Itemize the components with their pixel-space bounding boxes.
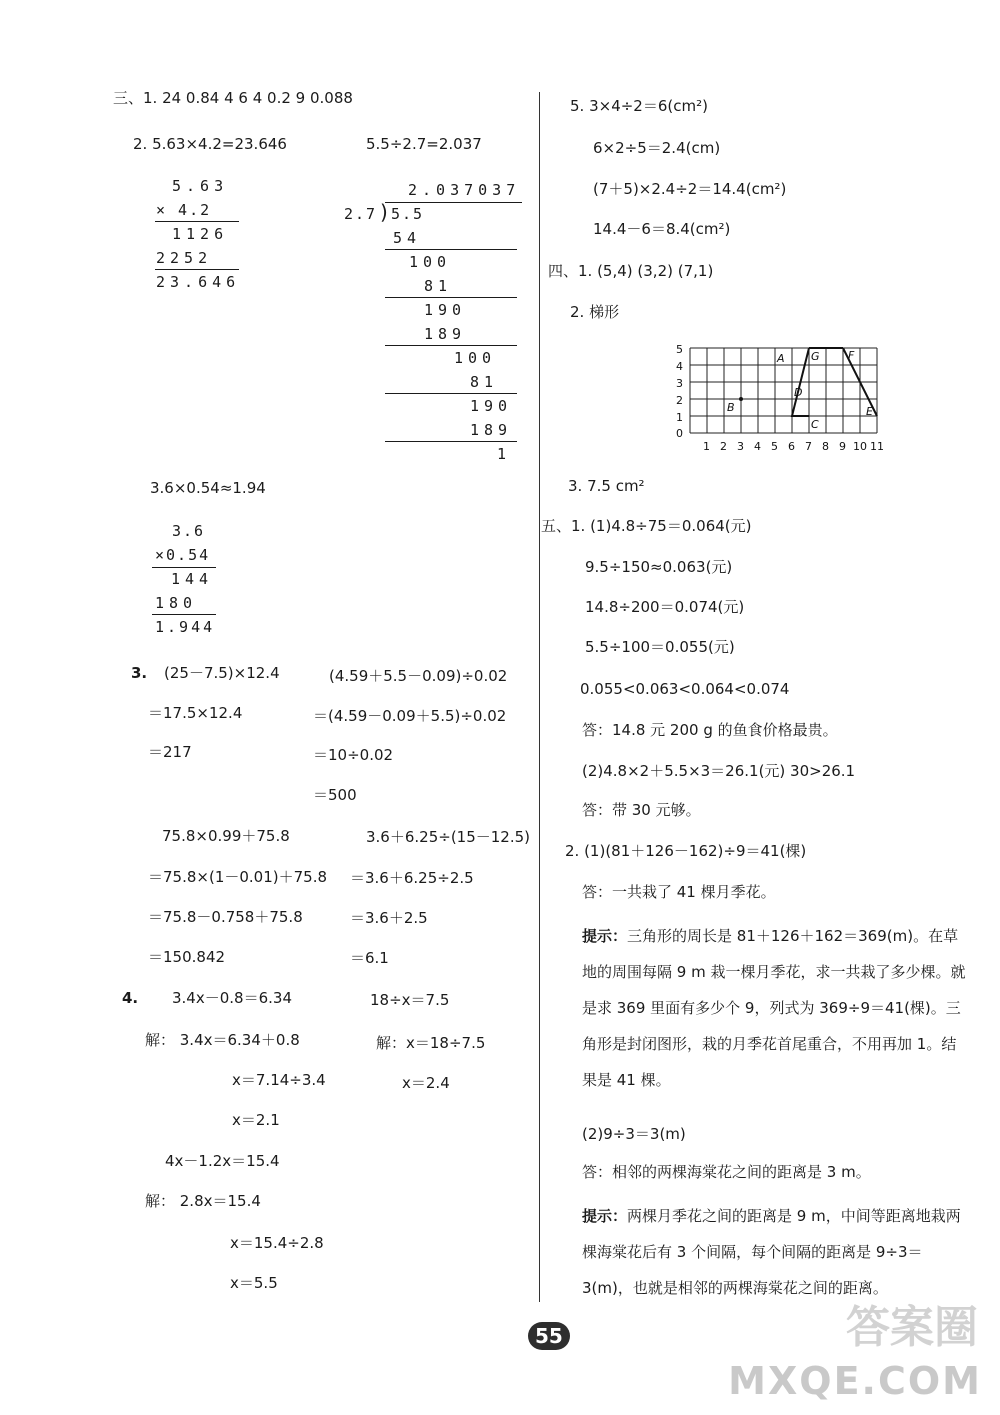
div-bracket: ) [380, 200, 388, 224]
q3-c2: ＝75.8×(1－0.01)＋75.8 [148, 868, 328, 886]
x-tick-11: 11 [870, 440, 884, 453]
point-label-F: F [848, 349, 855, 362]
q3-c3: ＝75.8－0.758＋75.8 [148, 908, 303, 926]
hint-1 [582, 918, 970, 1098]
q2-equation-2: 5.5÷2.7=2.037 [366, 135, 482, 153]
q4-c4: x＝5.5 [230, 1274, 278, 1292]
q2-equation-1: 2. 5.63×4.2=23.646 [133, 135, 287, 153]
s5-line-8: 答：带 30 元够。 [582, 801, 701, 819]
y-tick-2: 2 [676, 394, 683, 407]
coordinate-grid [672, 340, 887, 459]
s5-line-9: 2. (1)(81＋126－162)÷9＝41(棵) [565, 842, 807, 860]
watermark-url: MXQE.COM [728, 1359, 982, 1403]
div-rule-5 [385, 441, 517, 442]
q4-b3: x＝2.4 [402, 1074, 450, 1092]
x-tick-3: 3 [737, 440, 744, 453]
x-tick-1: 1 [703, 440, 710, 453]
y-tick-1: 1 [676, 411, 683, 424]
q4-a2: 解： 3.4x＝6.34＋0.8 [145, 1031, 300, 1049]
point-label-G: G [811, 350, 820, 363]
s5-line-5: 0.055<0.063<0.064<0.074 [580, 680, 790, 698]
hint-2 [582, 1198, 970, 1306]
q5-line-1: 5. 3×4÷2＝6(cm²) [570, 97, 708, 115]
div-divisor: 2.7 [344, 205, 378, 223]
page-number: 55 [528, 1322, 570, 1350]
q4-label: 4. [122, 989, 139, 1007]
x-tick-5: 5 [771, 440, 778, 453]
div-rule-4 [385, 393, 517, 394]
q3-d2: ＝3.6＋6.25÷2.5 [350, 869, 474, 887]
point-label-B: B [727, 401, 735, 414]
x-tick-10: 10 [853, 440, 867, 453]
point-label-C: C [811, 418, 819, 431]
q4-a1: 3.4x－0.8＝6.34 [172, 989, 292, 1007]
q4-c2: 解： 2.8x＝15.4 [145, 1192, 261, 1210]
x-tick-2: 2 [720, 440, 727, 453]
div-rule-3 [385, 345, 517, 346]
section3-q1-answers: 三、1. 24 0.84 4 6 4 0.2 9 0.088 [113, 89, 353, 107]
coordinate-grid-svg [672, 340, 887, 455]
y-tick-4: 4 [676, 360, 683, 373]
point-label-D: D [794, 386, 803, 399]
q2-equation-3: 3.6×0.54≈1.94 [150, 479, 266, 497]
mul2-row4: 180 [155, 594, 198, 612]
div-rule-1 [385, 249, 517, 250]
q5-line-3: (7＋5)×2.4÷2＝14.4(cm²) [593, 180, 787, 198]
div-step-6: 100 [454, 349, 497, 367]
x-tick-8: 8 [822, 440, 829, 453]
mul1-row4: 2252 [156, 249, 213, 267]
y-tick-3: 3 [676, 377, 683, 390]
q3-a2: ＝17.5×12.4 [148, 704, 243, 722]
s5-line-1: 五、1. (1)4.8÷75＝0.064(元) [541, 517, 752, 535]
s5-line-6: 答：14.8 元 200 g 的鱼食价格最贵。 [582, 721, 838, 739]
div-remainder: 1 [497, 445, 512, 463]
mul1-row3: 1126 [172, 225, 229, 243]
hint-2-label: 提示： [582, 1207, 628, 1225]
div-step-7: 81 [470, 373, 499, 391]
q3-b3: ＝10÷0.02 [313, 746, 394, 764]
q4-a4: x＝2.1 [232, 1111, 280, 1129]
mul1-rule-2 [155, 269, 239, 270]
div-bar [385, 202, 522, 203]
q3-d4: ＝6.1 [350, 949, 389, 967]
section4-q2: 2. 梯形 [570, 303, 620, 321]
mul2-row3: 144 [171, 570, 214, 588]
mul2-rule-2 [152, 614, 216, 615]
x-tick-6: 6 [788, 440, 795, 453]
q4-c1: 4x－1.2x＝15.4 [165, 1152, 280, 1170]
q4-b1: 18÷x＝7.5 [370, 991, 450, 1009]
x-tick-7: 7 [805, 440, 812, 453]
mul1-row1: 5.63 [172, 177, 229, 195]
div-step-4: 190 [424, 301, 467, 319]
x-tick-0: 0 [676, 427, 683, 440]
hint-2-text: 两棵月季花之间的距离是 9 m，中间等距离地栽两棵海棠花后有 3 个间隔，每个间隔的距离是 9÷3＝3(m)，也就是相邻的两棵海棠花之间的距离。 [582, 1207, 961, 1297]
mul2-row2: ×0.54 [155, 546, 211, 564]
q3-b2: ＝(4.59－0.09＋5.5)÷0.02 [313, 707, 507, 725]
q3-a1: (25－7.5)×12.4 [164, 664, 280, 682]
s5-line-10: 答：一共栽了 41 棵月季花。 [582, 883, 776, 901]
q3-c1: 75.8×0.99＋75.8 [162, 827, 290, 845]
hint-1-label: 提示： [582, 927, 628, 945]
q3-d1: 3.6＋6.25÷(15－12.5) [366, 828, 531, 846]
div-step-8: 190 [470, 397, 513, 415]
div-step-5: 189 [424, 325, 467, 343]
q5-line-2: 6×2÷5＝2.4(cm) [593, 139, 721, 157]
div-step-2: 100 [409, 253, 452, 271]
q3-label: 3. [131, 664, 148, 682]
x-tick-4: 4 [754, 440, 761, 453]
div-rule-2 [385, 297, 517, 298]
div-step-3: 81 [424, 277, 453, 295]
div-dividend: 5.5 [391, 205, 425, 223]
q4-a3: x＝7.14÷3.4 [232, 1071, 326, 1089]
q3-d3: ＝3.6＋2.5 [350, 909, 428, 927]
q3-b1: (4.59＋5.5－0.09)÷0.02 [329, 667, 508, 685]
x-tick-9: 9 [839, 440, 846, 453]
s5-line-4: 5.5÷100＝0.055(元) [585, 638, 735, 656]
q3-c4: ＝150.842 [148, 948, 226, 966]
q5-line-4: 14.4－6＝8.4(cm²) [593, 220, 731, 238]
section4-q1: 四、1. (5,4) (3,2) (7,1) [548, 262, 714, 280]
hint-1-text: 三角形的周长是 81＋126＋162＝369(m)。在草地的周围每隔 9 m 栽一棵月季花，求一共栽了多少棵。就是求 369 里面有多少个 9，列式为 369÷9＝41(棵)。三角形是封闭图形，栽的月季花首尾重合，不用再加 1。结果是 41 棵。 [582, 927, 966, 1089]
s5-line-12: 答：相邻的两棵海棠花之间的距离是 3 m。 [582, 1163, 871, 1181]
column-divider [539, 92, 540, 1302]
y-tick-5: 5 [676, 343, 683, 356]
point-label-E: E [866, 405, 873, 418]
s5-line-11: (2)9÷3＝3(m) [582, 1125, 686, 1143]
mul2-rule-1 [152, 567, 216, 568]
watermark-logo: 答案圈 [846, 1302, 978, 1353]
div-step-1: 54 [393, 229, 422, 247]
mul2-row5: 1.944 [155, 618, 216, 636]
mul1-rule-1 [155, 221, 239, 222]
mul1-row5: 23.646 [156, 273, 241, 291]
section4-q3: 3. 7.5 cm² [568, 477, 645, 495]
s5-line-2: 9.5÷150≈0.063(元) [585, 558, 733, 576]
mul2-row1: 3.6 [172, 522, 206, 540]
s5-line-7: (2)4.8×2＋5.5×3＝26.1(元) 30>26.1 [582, 762, 856, 780]
div-quotient: 2.037037 [408, 181, 521, 199]
q4-b2: 解：x＝18÷7.5 [376, 1034, 486, 1052]
mul1-row2: × 4.2 [156, 201, 212, 219]
div-step-9: 189 [470, 421, 513, 439]
s5-line-3: 14.8÷200＝0.074(元) [585, 598, 745, 616]
q3-a3: ＝217 [148, 743, 192, 761]
q3-b4: ＝500 [313, 786, 357, 804]
q4-c3: x＝15.4÷2.8 [230, 1234, 324, 1252]
point-label-A: A [777, 352, 785, 365]
